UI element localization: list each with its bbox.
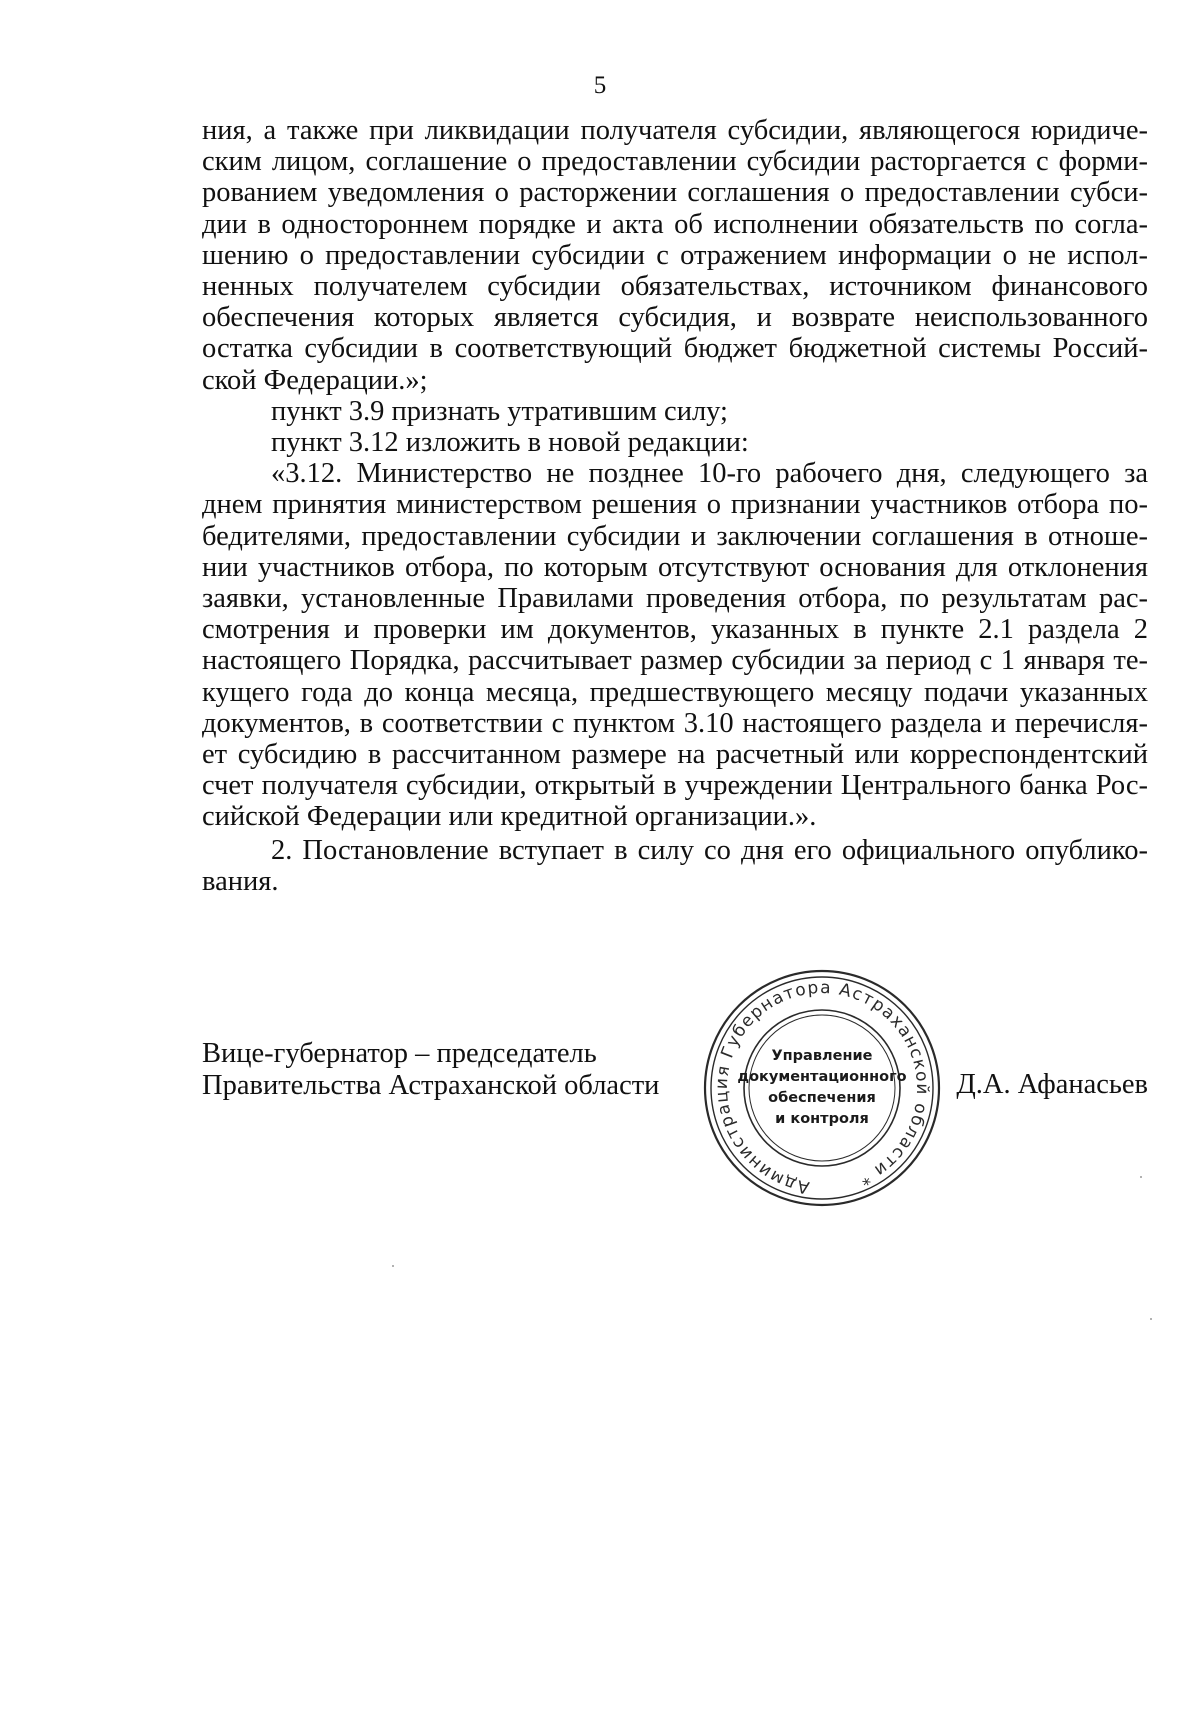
paragraph-item-3-12-intro: пункт 3.12 изложить в новой редакции: (271, 427, 749, 459)
seal-line-3: обеспечения (768, 1090, 876, 1106)
signatory-title (202, 1038, 659, 1102)
signature-block (202, 1038, 1148, 1238)
paragraph-continuation: ния, а также при ликвидации получателя субсидии, являющегося юридическим лицом, соглашение о предоставлении субсидии расторгается с формированием уведомления о расторжении соглашения о предоставлении субсидии в одностороннем порядке и акта об исполнении обязательств по соглашению о предоставлении субсидии с отражением информации о не исполненных получателем субсидии обязательствах, источником финансового обеспечения которых является субсидия, и возврате неиспользованного остатка субсидии в соответствующий бюджет бюджетной системы Российской Федерации.»; (202, 115, 1148, 396)
signatory-name: Д.А. Афанасьев (956, 1069, 1148, 1100)
seal-ring-path: Администрация Губернатора Астраханской области * (711, 977, 933, 1198)
signatory-title-line-1: Вице-губернатор – председатель (202, 1038, 597, 1069)
seal-line-2: документационного (737, 1069, 907, 1085)
paragraph-item-3-12-text: «3.12. Министерство не позднее 10-го рабочего дня, следующего за днем принятия министерством решения о признании участников отбора победителями, предоставлении субсидии и заключении соглашения в отношении участников отбора, по которым отсутствуют основания для отклонения заявки, установленные Правилами проведения отбора, по результатам рассмотрения и проверки им документов, указанных в пункте 2.1 раздела 2 настоящего Порядка, рассчитывает размер субсидии за период с 1 января текущего года до конца месяца, предшествующего месяцу подачи указанных документов, в соответствии с пунктом 3.10 настоящего раздела и перечисляет субсидию в рассчитанном размере на расчетный или корреспондентский счет получателя субсидии, открытый в учреждении Центрального банка Российской Федерации или кредитной организации.». (202, 458, 1148, 833)
scan-speck (1150, 1318, 1152, 1320)
seal-line-1: Управление (771, 1048, 873, 1064)
paragraph-item-3-9: пункт 3.9 признать утратившим силу; (271, 395, 728, 427)
seal-center-text (737, 1035, 907, 1141)
scan-speck (1140, 1176, 1142, 1178)
official-seal (702, 968, 942, 1208)
seal-line-4: и контроля (775, 1111, 869, 1127)
scan-speck (392, 1265, 394, 1267)
page-number: 5 (593, 72, 607, 99)
body-text (202, 115, 1148, 897)
paragraph-effective-date: 2. Постановление вступает в силу со дня его официального опубликования. (202, 834, 1148, 897)
signatory-title-line-2: Правительства Астраханской области (202, 1070, 660, 1101)
